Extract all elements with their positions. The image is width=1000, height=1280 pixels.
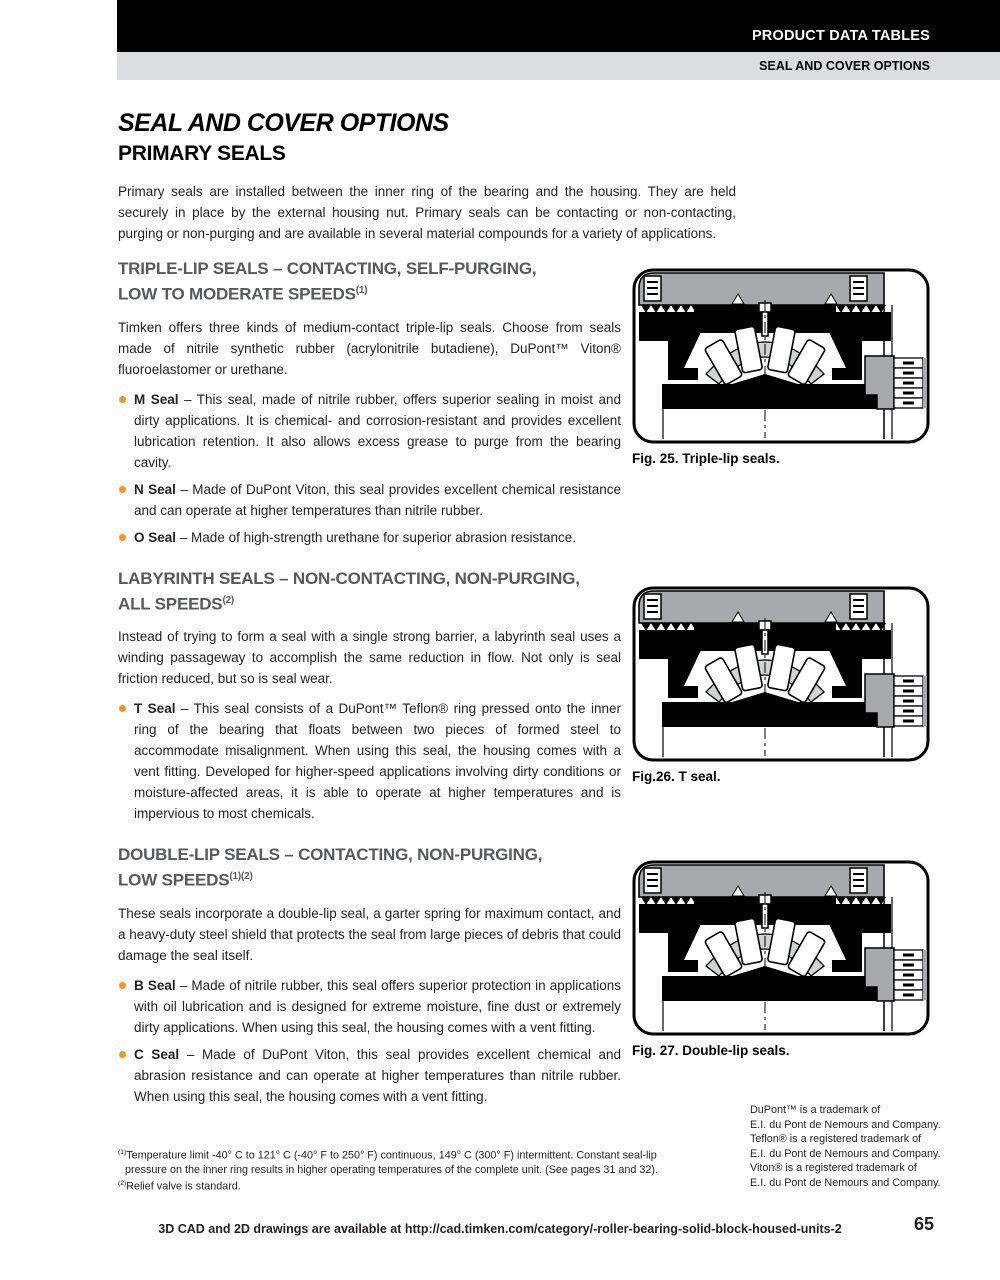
bullet-item-m-seal: [118, 389, 621, 473]
heading-line2: LOW TO MODERATE SPEEDS: [118, 284, 356, 304]
heading-line1: LABYRINTH SEALS – NON-CONTACTING, NON-PURGING,: [118, 568, 580, 588]
heading-line2: LOW SPEEDS: [118, 870, 230, 890]
footnotes-block: [118, 1146, 686, 1193]
bullet-text: – This seal, made of nitrile rubber, offers superior sealing in moist and dirty applications. It is chemical- and corrosion-resistant and provides excellent lubrication retention. It also allows excess grease to purge from the bearing cavity.: [134, 391, 621, 470]
section-triple-lip-seals: [118, 258, 621, 548]
bullet-text: – Made of DuPont Viton, this seal provides excellent chemical and abrasion resistance and can operate at higher temperatures than nitrile rubber. When using this seal, the housing comes with a vent fitting.: [134, 1046, 621, 1104]
footnote-marker: (1): [118, 1149, 127, 1156]
bullet-label: N Seal: [134, 481, 176, 497]
bullet-label: O Seal: [134, 529, 177, 545]
trademark-line: E.I. du Pont de Nemours and Company.: [750, 1118, 941, 1131]
footer-cad-note: 3D CAD and 2D drawings are available at http://cad.timken.com/category/-roller-bearing-solid-block-housed-units-2: [158, 1222, 842, 1236]
bullet-item-n-seal: [118, 479, 621, 521]
text-column: [118, 258, 621, 1127]
heading-footnote-marker: (2): [222, 594, 235, 606]
bullet-label: M Seal: [134, 391, 179, 407]
section-body: These seals incorporate a double-lip seal, a garter spring for maximum contact, and a heavy-duty steel shield that protects the seal from large pieces of debris that could damage the seal itself.: [118, 905, 621, 963]
sub-header-bar: [117, 52, 1000, 80]
top-header-bar: [117, 0, 1000, 52]
bullet-dot-icon: [119, 486, 126, 493]
figure-triple-lip-seals: [632, 268, 930, 466]
bullet-item-b-seal: [118, 975, 621, 1038]
footnote-marker: (2): [118, 1179, 127, 1187]
footnote-1: [118, 1146, 686, 1177]
bullet-item-o-seal: [118, 527, 621, 548]
sub-header-label: SEAL AND COVER OPTIONS: [759, 59, 930, 73]
figure-t-seal: [632, 586, 930, 784]
bullet-dot-icon: [119, 534, 126, 541]
section-double-lip-seals: [118, 844, 621, 1107]
section-body: Instead of trying to form a seal with a single strong barrier, a labyrinth seal uses a winding passageway to accomplish the same reduction in flow. Not only is seal friction reduced, but so is seal wear.: [118, 629, 621, 687]
bullet-dot-icon: [119, 1051, 126, 1058]
bullet-label: T Seal: [134, 701, 176, 717]
section-heading: [118, 258, 621, 306]
page-number: 65: [913, 1214, 934, 1234]
bearing-cross-section-art: [632, 268, 930, 444]
figure-caption: Fig. 27. Double-lip seals.: [632, 1043, 790, 1058]
bearing-cross-section-art: [632, 860, 930, 1036]
heading-footnote-marker: (1)(2): [229, 871, 253, 883]
heading-footnote-marker: (1): [355, 285, 368, 296]
bullet-dot-icon: [119, 705, 126, 712]
section-body: Timken offers three kinds of medium-contact triple-lip seals. Choose from seals made of nitrile synthetic rubber (acrylonitrile butadiene), DuPont™ Viton® fluoroelastomer or urethane.: [118, 319, 621, 377]
section-labyrinth-seals: [118, 568, 621, 825]
page-subtitle: PRIMARY SEALS: [118, 142, 286, 165]
heading-line1: DOUBLE-LIP SEALS – CONTACTING, NON-PURGING,: [118, 845, 543, 865]
figure-caption: Fig. 25. Triple-lip seals.: [632, 451, 780, 466]
trademark-block: [750, 1103, 980, 1191]
heading-line2: ALL SPEEDS: [118, 594, 223, 614]
trademark-line: E.I. du Pont de Nemours and Company.: [750, 1147, 941, 1160]
bullet-text: – Made of nitrile rubber, this seal offers superior protection in applications with oil lubrication and is designed for extreme moisture, fine dust or extremely dirty applications. When using this seal, the housing comes with a vent fitting.: [134, 977, 621, 1035]
trademark-line: Viton® is a registered trademark of: [750, 1162, 917, 1175]
bearing-cross-section-art: [632, 586, 930, 762]
title-block: [118, 108, 738, 166]
footnote-2: [118, 1177, 686, 1194]
bullet-item-t-seal: [118, 698, 621, 824]
section-heading: [118, 844, 621, 892]
intro-paragraph: Primary seals are installed between the inner ring of the bearing and the housing. They are held securely in place by the external housing nut. Primary seals can be contacting or non-contacting, purging or non-purging and are available in several material compounds for a variety of applications.: [118, 184, 736, 241]
trademark-line: E.I. du Pont de Nemours and Company.: [750, 1176, 941, 1189]
bullet-label: B Seal: [134, 977, 176, 993]
bullet-dot-icon: [119, 982, 126, 989]
bullet-text: – Made of high-strength urethane for superior abrasion resistance.: [179, 529, 577, 545]
bullet-text: – Made of DuPont Viton, this seal provides excellent chemical resistance and can operate at higher temperatures than nitrile rubber.: [134, 481, 621, 518]
top-header-label: PRODUCT DATA TABLES: [751, 28, 930, 44]
figure-double-lip-seals: [632, 860, 930, 1058]
bullet-label: C Seal: [134, 1046, 180, 1062]
trademark-line: Teflon® is a registered trademark of: [750, 1133, 922, 1146]
footnote-text: Relief valve is standard.: [126, 1180, 241, 1193]
figure-caption: Fig.26. T seal.: [632, 769, 721, 784]
section-heading: [118, 568, 621, 616]
bullet-item-c-seal: [118, 1044, 621, 1107]
heading-line1: TRIPLE-LIP SEALS – CONTACTING, SELF-PURGING,: [118, 259, 537, 278]
page-title: SEAL AND COVER OPTIONS: [118, 109, 449, 137]
trademark-line: DuPont™ is a trademark of: [750, 1104, 881, 1116]
bullet-dot-icon: [119, 396, 126, 403]
footnote-text: Temperature limit -40° C to 121° C (-40° F to 250° F) continuous, 149° C (300° F) intermittent. Constant seal-lip pressure on the inner ring results in higher operating temperatures of the complete unit. (See pages 31 and 32).: [125, 1149, 658, 1176]
bullet-text: – This seal consists of a DuPont™ Teflon® ring pressed onto the inner ring of the bearing that floats between two pieces of formed steel to accommodate misalignment. When using this seal, the housing comes with a vent fitting. Developed for higher-speed applications involving dirty conditions or moisture-affected areas, it is able to operate at higher temperatures and is impervious to most chemicals.: [134, 701, 621, 822]
